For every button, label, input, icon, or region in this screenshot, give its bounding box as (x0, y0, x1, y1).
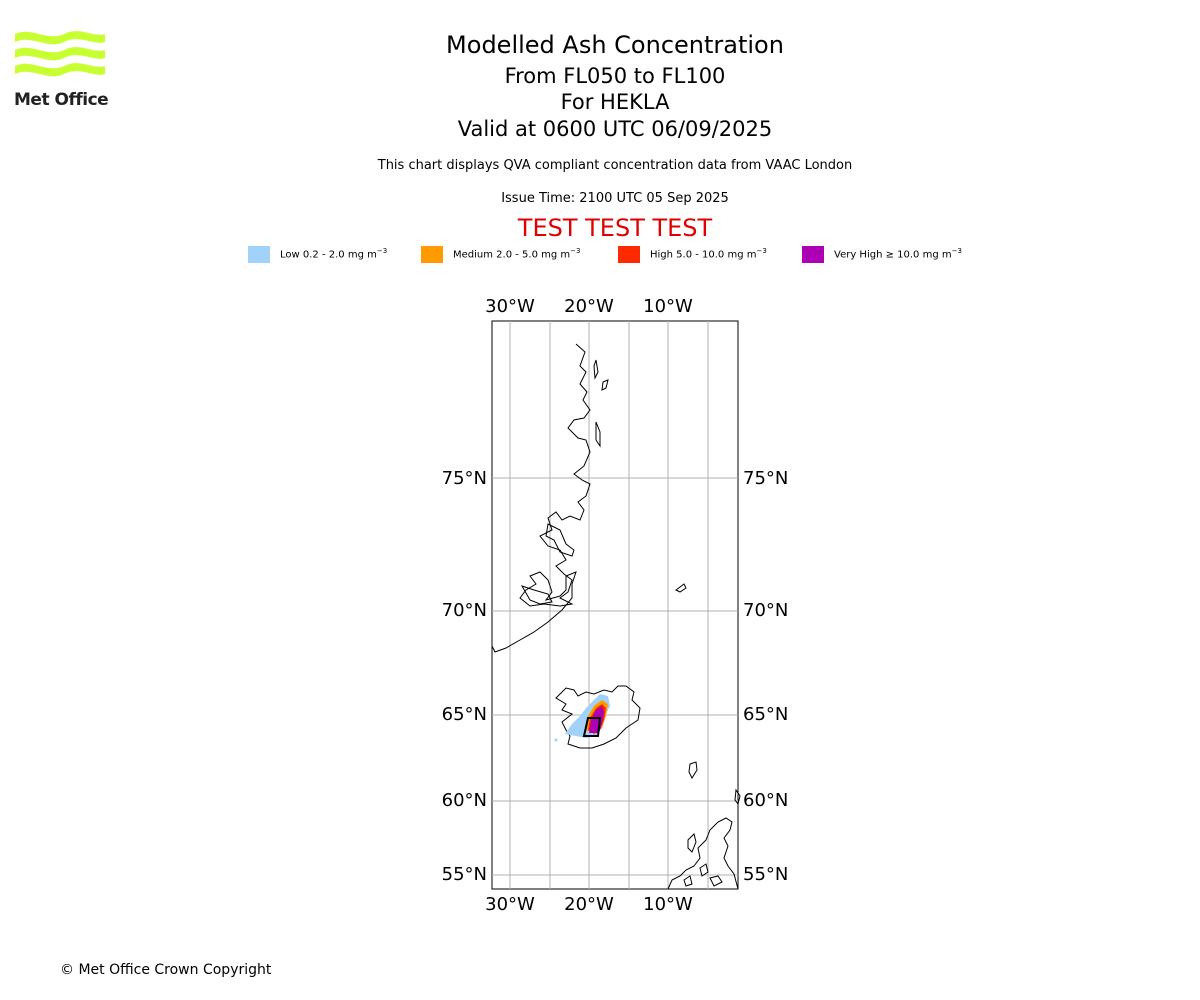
legend-label: Low 0.2 - 2.0 mg $m^{-3}$ (280, 247, 388, 261)
issue-time: Issue Time: 2100 UTC 05 Sep 2025 (501, 191, 729, 206)
lat-tick-right-55n: 55°N (743, 864, 789, 885)
lon-tick-bottom-10w: 10°W (643, 894, 693, 915)
lon-tick-top-10w: 10°W (643, 296, 693, 317)
lon-tick-bottom-30w: 30°W (485, 894, 535, 915)
lat-tick-left-65n: 65°N (441, 704, 487, 725)
legend-label: High 5.0 - 10.0 mg $m^{-3}$ (650, 247, 767, 261)
lat-tick-left-70n: 70°N (441, 600, 487, 621)
test-banner: TEST TEST TEST (517, 214, 713, 242)
lon-tick-top-30w: 30°W (485, 296, 535, 317)
lat-tick-left-55n: 55°N (441, 864, 487, 885)
flight-level-range: From FL050 to FL100 (504, 64, 726, 88)
lat-tick-right-75n: 75°N (743, 468, 789, 489)
lon-tick-top-20w: 20°W (564, 296, 614, 317)
chart-description: This chart displays QVA compliant concentration data from VAAC London (377, 158, 853, 173)
ash-low-speck (555, 739, 558, 742)
legend-label: Medium 2.0 - 5.0 mg $m^{-3}$ (453, 247, 581, 261)
lon-tick-bottom-20w: 20°W (564, 894, 614, 915)
legend-label: Very High ≥ 10.0 mg $m^{-3}$ (834, 247, 962, 261)
lat-tick-right-65n: 65°N (743, 704, 789, 725)
copyright: © Met Office Crown Copyright (60, 962, 272, 978)
lat-tick-left-75n: 75°N (441, 468, 487, 489)
lat-tick-right-70n: 70°N (743, 600, 789, 621)
lat-tick-left-60n: 60°N (441, 790, 487, 811)
logo-text: Met Office (14, 90, 109, 110)
valid-time: Valid at 0600 UTC 06/09/2025 (457, 117, 773, 141)
lat-tick-right-60n: 60°N (743, 790, 789, 811)
volcano-name: For HEKLA (560, 90, 670, 114)
chart-title: Modelled Ash Concentration (446, 31, 784, 59)
